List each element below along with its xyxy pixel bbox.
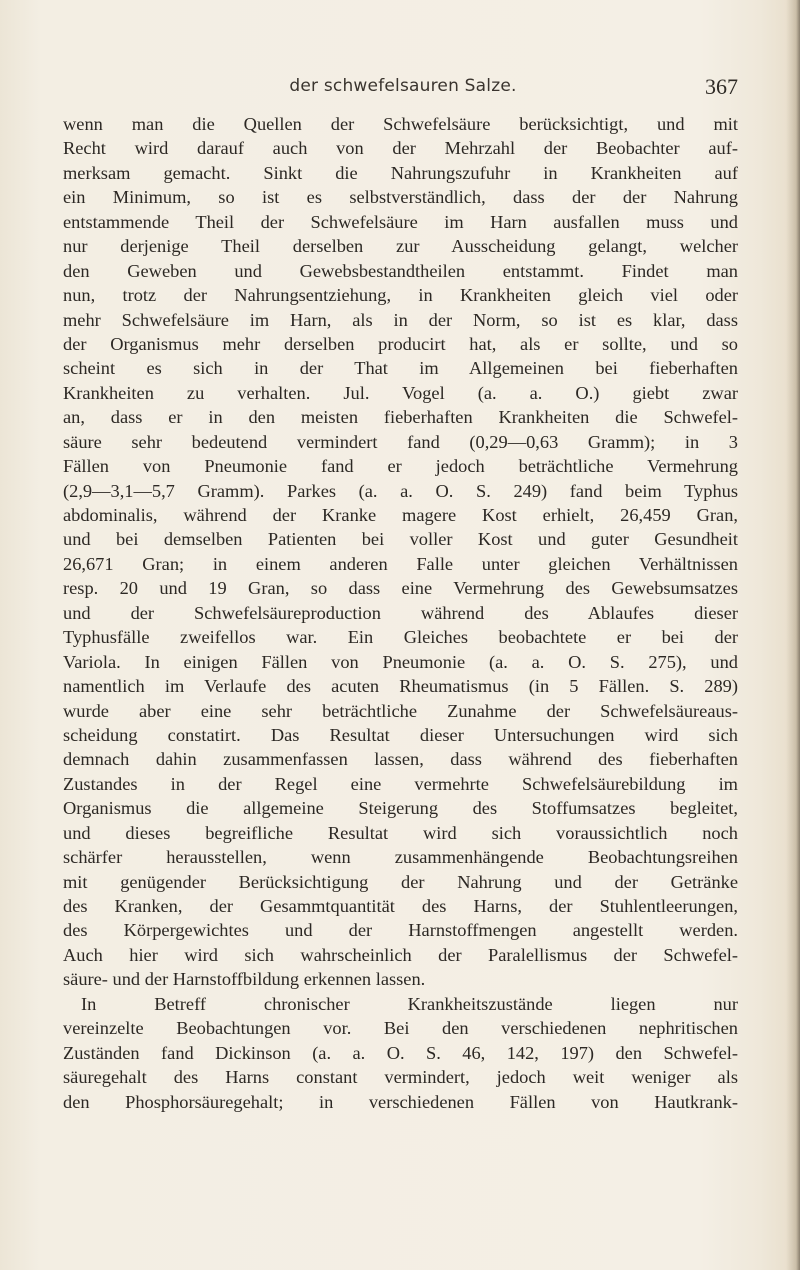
text-line: des Kranken, der Gesammtquantität des Harns, der Stuhlentleerungen, bbox=[63, 896, 738, 916]
text-line: mehr Schwefelsäure im Harn, als in der Norm, so ist es klar, dass bbox=[63, 309, 738, 330]
text-line: nun, trotz der Nahrungsentziehung, in Krankheiten gleich viel oder bbox=[63, 285, 738, 306]
text-line: und der Schwefelsäureproduction während des Ablaufes dieser bbox=[63, 602, 738, 623]
text-line: schärfer herausstellen, wenn zusammenhängende Beobachtungsreihen bbox=[63, 847, 738, 868]
text-line: den Phosphorsäuregehalt; in verschiedenen Fällen von Hautkrank- bbox=[63, 1091, 738, 1112]
text-line: Auch hier wird sich wahrscheinlich der Paralellismus der Schwefel- bbox=[63, 944, 738, 965]
text-line: und bei demselben Patienten bei voller Kost und guter Gesundheit bbox=[63, 529, 738, 550]
text-line: ein Minimum, so ist es selbstverständlich, dass der der Nahrung bbox=[63, 187, 738, 208]
text-line: abdominalis, während der Kranke magere Kost erhielt, 26,459 Gran, bbox=[63, 505, 738, 525]
text-line: namentlich im Verlaufe des acuten Rheumatismus (in 5 Fällen. S. 289) bbox=[63, 676, 738, 697]
text-line: des Körpergewichtes und der Harnstoffmengen angestellt werden. bbox=[63, 920, 738, 941]
text-line: Fällen von Pneumonie fand er jedoch beträchtliche Vermehrung bbox=[63, 456, 738, 477]
text-line: (2,9—3,1—5,7 Gramm). Parkes (a. a. O. S. 249) fand beim Typhus bbox=[63, 480, 738, 501]
text-line: nur derjenige Theil derselben zur Ausscheidung gelangt, welcher bbox=[63, 236, 738, 257]
text-line: Zuständen fand Dickinson (a. a. O. S. 46, 142, 197) den Schwefel- bbox=[63, 1042, 738, 1063]
text-line: resp. 20 und 19 Gran, so dass eine Vermehrung des Gewebsumsatzes bbox=[63, 578, 738, 599]
text-line: scheint es sich in der That im Allgemeinen bei fieberhaften bbox=[63, 358, 738, 379]
text-line: Recht wird darauf auch von der Mehrzahl der Beobachter auf- bbox=[63, 138, 738, 159]
text-line: Zustandes in der Regel eine vermehrte Schwefelsäurebildung im bbox=[63, 773, 738, 794]
text-line: der Organismus mehr derselben producirt hat, als er sollte, und so bbox=[63, 333, 738, 354]
text-line: säure sehr bedeutend vermindert fand (0,29—0,63 Gramm); in 3 bbox=[63, 431, 738, 452]
text-line: Krankheiten zu verhalten. Jul. Vogel (a. a. O.) giebt zwar bbox=[63, 382, 738, 403]
text-line: Typhusfälle zweifellos war. Ein Gleiches beobachtete er bei der bbox=[63, 627, 738, 648]
text-line: 26,671 Gran; in einem anderen Falle unter gleichen Verhältnissen bbox=[63, 553, 738, 574]
page-edge-shadow bbox=[786, 0, 800, 1270]
paragraph-start-line: In Betreff chronischer Krankheitszustände liegen nur bbox=[81, 993, 738, 1014]
text-line: an, dass er in den meisten fieberhaften Krankheiten die Schwefel- bbox=[63, 407, 738, 428]
text-line: Organismus die allgemeine Steigerung des Stoffumsatzes begleitet, bbox=[63, 798, 738, 819]
text-line: vereinzelte Beobachtungen vor. Bei den verschiedenen nephritischen bbox=[63, 1018, 738, 1039]
text-line: Variola. In einigen Fällen von Pneumonie (a. a. O. S. 275), und bbox=[63, 651, 738, 672]
text-line: merksam gemacht. Sinkt die Nahrungszufuhr in Krankheiten auf bbox=[63, 162, 738, 183]
page-header bbox=[68, 76, 738, 106]
text-line: demnach dahin zusammenfassen lassen, dass während des fieberhaften bbox=[63, 749, 738, 770]
text-line: säuregehalt des Harns constant vermindert, jedoch weit weniger als bbox=[63, 1067, 738, 1088]
paragraph-end-line: säure- und der Harnstoffbildung erkennen lassen. bbox=[63, 969, 426, 990]
running-title: der schwefelsauren Salze. bbox=[289, 76, 517, 96]
text-line: den Geweben und Gewebsbestandtheilen entstammt. Findet man bbox=[63, 260, 738, 281]
text-line: entstammende Theil der Schwefelsäure im Harn ausfallen muss und bbox=[63, 211, 738, 232]
text-line: wenn man die Quellen der Schwefelsäure berücksichtigt, und mit bbox=[63, 114, 738, 134]
text-line: mit genügender Berücksichtigung der Nahrung und der Getränke bbox=[63, 871, 738, 892]
text-line: scheidung constatirt. Das Resultat dieser Untersuchungen wird sich bbox=[63, 724, 738, 745]
body-text bbox=[63, 112, 738, 1114]
text-line: wurde aber eine sehr beträchtliche Zunahme der Schwefelsäureaus- bbox=[63, 700, 738, 721]
page-number: 367 bbox=[705, 74, 738, 99]
text-line: und dieses begreifliche Resultat wird sich voraussichtlich noch bbox=[63, 822, 738, 843]
